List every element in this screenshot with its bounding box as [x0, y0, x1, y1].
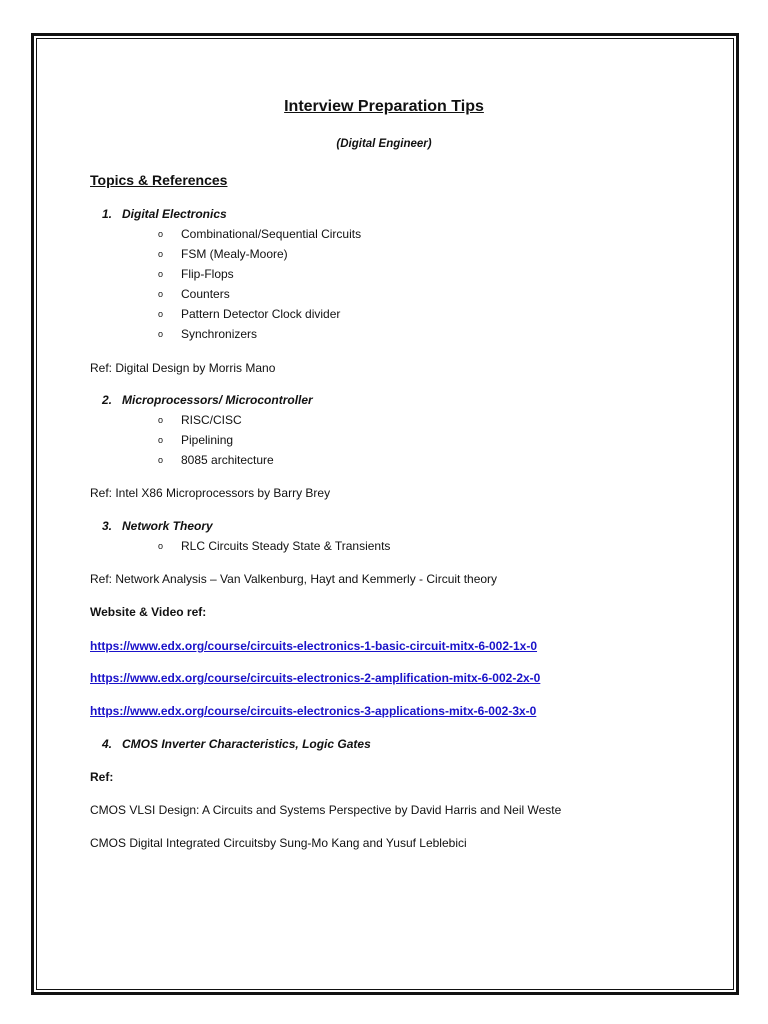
- topic-title: Network Theory: [122, 519, 213, 533]
- topic-heading: [90, 519, 213, 533]
- course-link[interactable]: https://www.edx.org/course/circuits-electronics-1-basic-circuit-mitx-6-002-1x-0: [90, 639, 538, 653]
- topic-title: CMOS Inverter Characteristics, Logic Gates: [122, 737, 371, 751]
- reference-text: Ref: Digital Design by Morris Mano: [90, 361, 276, 375]
- list-item: o Flip-Flops: [158, 267, 234, 281]
- reference-text: Ref: Intel X86 Microprocessors by Barry Brey: [90, 486, 331, 500]
- book-reference: CMOS VLSI Design: A Circuits and Systems Perspective by David Harris and Neil Weste: [90, 803, 562, 817]
- list-item: o RLC Circuits Steady State & Transients: [158, 539, 391, 553]
- topic-heading: [90, 737, 371, 751]
- reference-text: Ref: Network Analysis – Van Valkenburg, Hayt and Kemmerly - Circuit theory: [90, 572, 498, 586]
- topic-title: Digital Electronics: [122, 207, 227, 221]
- bullet-icon: o: [158, 249, 164, 259]
- topic-number: 1.: [101, 207, 112, 221]
- bullet-icon: o: [158, 541, 164, 551]
- list-item: o RISC/CISC: [158, 413, 242, 427]
- bullet-icon: o: [158, 455, 164, 465]
- bullet-icon: o: [158, 269, 164, 279]
- list-item: o 8085 architecture: [158, 453, 274, 467]
- list-item: o Synchronizers: [158, 327, 258, 341]
- reference-text: Ref:: [90, 770, 114, 784]
- topic-number: 2.: [101, 393, 112, 407]
- course-link[interactable]: https://www.edx.org/course/circuits-electronics-2-amplification-mitx-6-002-2x-0: [90, 671, 541, 685]
- bullet-icon: o: [158, 415, 164, 425]
- topic-number: 3.: [101, 519, 112, 533]
- list-item: o Counters: [158, 287, 230, 301]
- list-item: o Pipelining: [158, 433, 234, 447]
- document-subtitle: (Digital Engineer): [336, 138, 432, 150]
- course-link[interactable]: https://www.edx.org/course/circuits-electronics-3-applications-mitx-6-002-3x-0: [90, 704, 537, 718]
- topic-heading: [90, 207, 227, 221]
- bullet-icon: o: [158, 329, 164, 339]
- list-item: o FSM (Mealy-Moore): [158, 247, 288, 261]
- bullet-icon: o: [158, 229, 164, 239]
- bullet-icon: o: [158, 435, 164, 445]
- list-item: o Combinational/Sequential Circuits: [158, 227, 362, 241]
- topic-title: Microprocessors/ Microcontroller: [122, 393, 313, 407]
- document-title: Interview Preparation Tips: [284, 98, 484, 115]
- book-reference: CMOS Digital Integrated Circuitsby Sung-Mo Kang and Yusuf Leblebici: [90, 836, 467, 850]
- bullet-icon: o: [158, 309, 164, 319]
- section-heading: Topics & References: [90, 172, 228, 188]
- topic-heading: [90, 393, 313, 407]
- topic-number: 4.: [101, 737, 112, 751]
- list-item: o Pattern Detector Clock divider: [158, 307, 341, 321]
- bullet-icon: o: [158, 289, 164, 299]
- website-label: Website & Video ref:: [90, 605, 207, 619]
